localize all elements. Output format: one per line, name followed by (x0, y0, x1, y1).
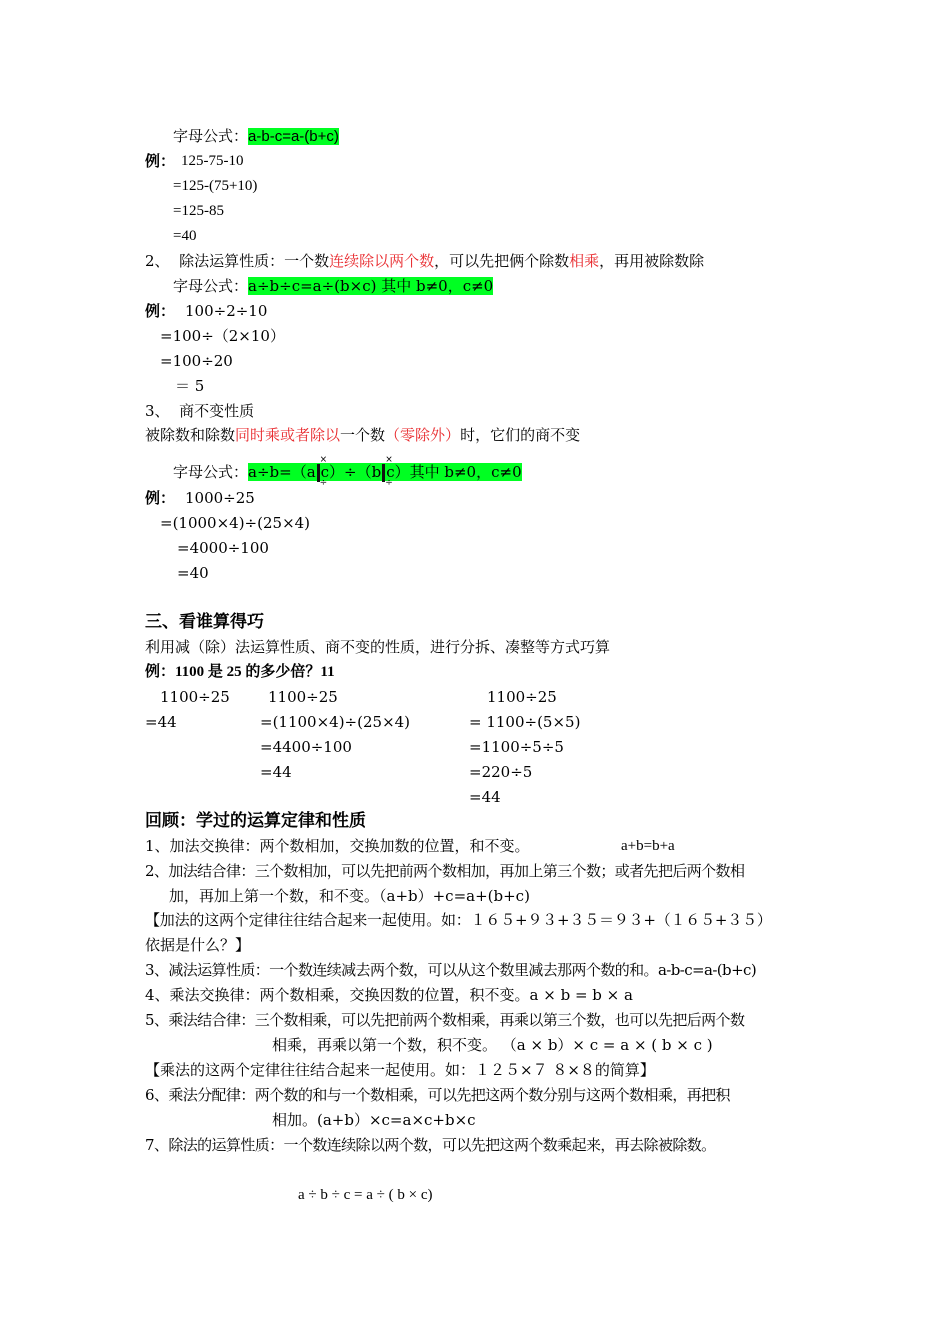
quotient-desc-line (145, 425, 580, 445)
example-label: 例： (145, 489, 176, 507)
review-heading: 回顾：学过的运算定律和性质 (145, 811, 366, 831)
review-note: 【加法的这两个定律往往结合起来一起使用。如：１６５+９３+３５＝９３+（１６５+３５） (145, 911, 772, 929)
text: 除法运算性质：一个数 (179, 252, 330, 270)
formula-highlight: a÷b=（a × ÷ c）÷（b × ÷ c）其中 b≠0，c≠0 (248, 455, 522, 488)
review-note-cont: 依据是什么？】 (145, 936, 251, 954)
review-item-cont: 相加。(a+b）×c=a×c+b×c (272, 1111, 476, 1129)
section-title: 商不变性质 (179, 402, 255, 420)
formula-label: 字母公式： (173, 277, 249, 295)
review-formula: a ÷ b ÷ c = a ÷ ( b × c) (298, 1187, 433, 1203)
text: 时，它们的商不变 (460, 426, 581, 444)
method1-step: 1100÷25 (160, 688, 230, 706)
section-description: 利用减（除）法运算性质、商不变的性质，进行分拆、凑整等方式巧算 (145, 638, 611, 656)
division-property-line (145, 251, 704, 271)
example-step: =(1000×4)÷(25×4) (160, 514, 311, 532)
method3-step: 1100÷25 (487, 688, 557, 706)
method3-step: =1100÷5÷5 (469, 738, 564, 756)
example-step: =100÷（2×10） (160, 327, 285, 345)
example-step: =40 (173, 228, 197, 244)
multiply-divide-mark: × ÷ (317, 464, 320, 482)
red-text: 连续除以两个数 (329, 252, 435, 270)
red-text: （零除外） (385, 426, 461, 444)
review-item: 6、乘法分配律：两个数的和与一个数相乘，可以先把这两个数分别与这两个数相乘，再把积 (145, 1086, 730, 1104)
text: 被除数和除数 (145, 426, 236, 444)
review-item-cont: 加，再加上第一个数，和不变。（a+b）+c=a+(b+c) (169, 887, 530, 905)
review-note: 【乘法的这两个定律往往结合起来一起使用。如：１２５×７ ８×８的简算】 (145, 1061, 655, 1079)
example-question: 例：1100 是 25 的多少倍？11 (145, 664, 335, 680)
red-text: 相乘 (569, 252, 600, 270)
method2-step: =4400÷100 (260, 738, 352, 756)
review-item: 1、加法交换律：两个数相加，交换加数的位置，和不变。 (145, 837, 530, 855)
example-step: ＝ 5 (175, 377, 205, 395)
text: ，可以先把俩个除数 (434, 252, 570, 270)
section-heading: 三、看谁算得巧 (145, 612, 264, 632)
method3-step: = 1100÷(5×5) (469, 713, 581, 731)
example-step: =40 (177, 564, 209, 582)
example-label: 例： (145, 152, 176, 170)
method2-step: =(1100×4)÷(25×4) (260, 713, 411, 731)
review-item: 5、乘法结合律：三个数相乘，可以先把前两个数相乘，再乘以第三个数，也可以先把后两个数 (145, 1011, 745, 1029)
example-step: =125-(75+10) (173, 178, 258, 194)
formula-line-divide (173, 276, 493, 296)
method3-step: =220÷5 (469, 763, 533, 781)
formula-highlight: a÷b÷c=a÷(b×c) 其中 b≠0，c≠0 (248, 277, 494, 295)
method2-step: 1100÷25 (268, 688, 338, 706)
example-question: 125-75-10 (181, 153, 244, 169)
example-step: =4000÷100 (177, 539, 269, 557)
example-label: 例： (145, 302, 176, 320)
formula-line-quotient (173, 455, 522, 488)
multiply-divide-mark: × ÷ (382, 464, 385, 482)
review-item: 3、减法运算性质：一个数连续减去两个数，可以从这个数里减去那两个数的和。a-b-c=a-(b+c) (145, 961, 757, 979)
text: ，再用被除数除 (599, 252, 705, 270)
method2-step: =44 (260, 763, 292, 781)
review-item: 2、加法结合律：三个数相加，可以先把前两个数相加，再加上第三个数；或者先把后两个数相 (145, 862, 745, 880)
review-item: 7、除法的运算性质：一个数连续除以两个数，可以先把这两个数乘起来，再去除被除数。 (145, 1136, 716, 1154)
red-text: 同时乘或者除以 (235, 426, 341, 444)
example-step: =125-85 (173, 203, 224, 219)
example-step: =100÷20 (160, 352, 233, 370)
formula-highlight: a-b-c=a-(b+c) (248, 128, 339, 145)
text: 一个数 (340, 426, 386, 444)
method3-step: =44 (469, 788, 501, 806)
example-question: 100÷2÷10 (185, 302, 268, 320)
formula-label: 字母公式： (173, 127, 249, 145)
review-formula: a+b=b+a (621, 838, 675, 854)
formula-line-subtract (173, 126, 339, 147)
method1-step: =44 (145, 713, 177, 731)
item-number: 2、 (145, 252, 170, 270)
example-question: 1000÷25 (185, 489, 255, 507)
review-item-cont: 相乘，再乘以第一个数，积不变。 （a × b）× c = a × ( b × c ) (272, 1036, 713, 1054)
item-number: 3、 (145, 402, 170, 420)
quotient-title-line (145, 401, 254, 421)
formula-label: 字母公式： (173, 463, 249, 481)
review-item: 4、乘法交换律：两个数相乘，交换因数的位置，积不变。a × b = b × a (145, 986, 633, 1004)
